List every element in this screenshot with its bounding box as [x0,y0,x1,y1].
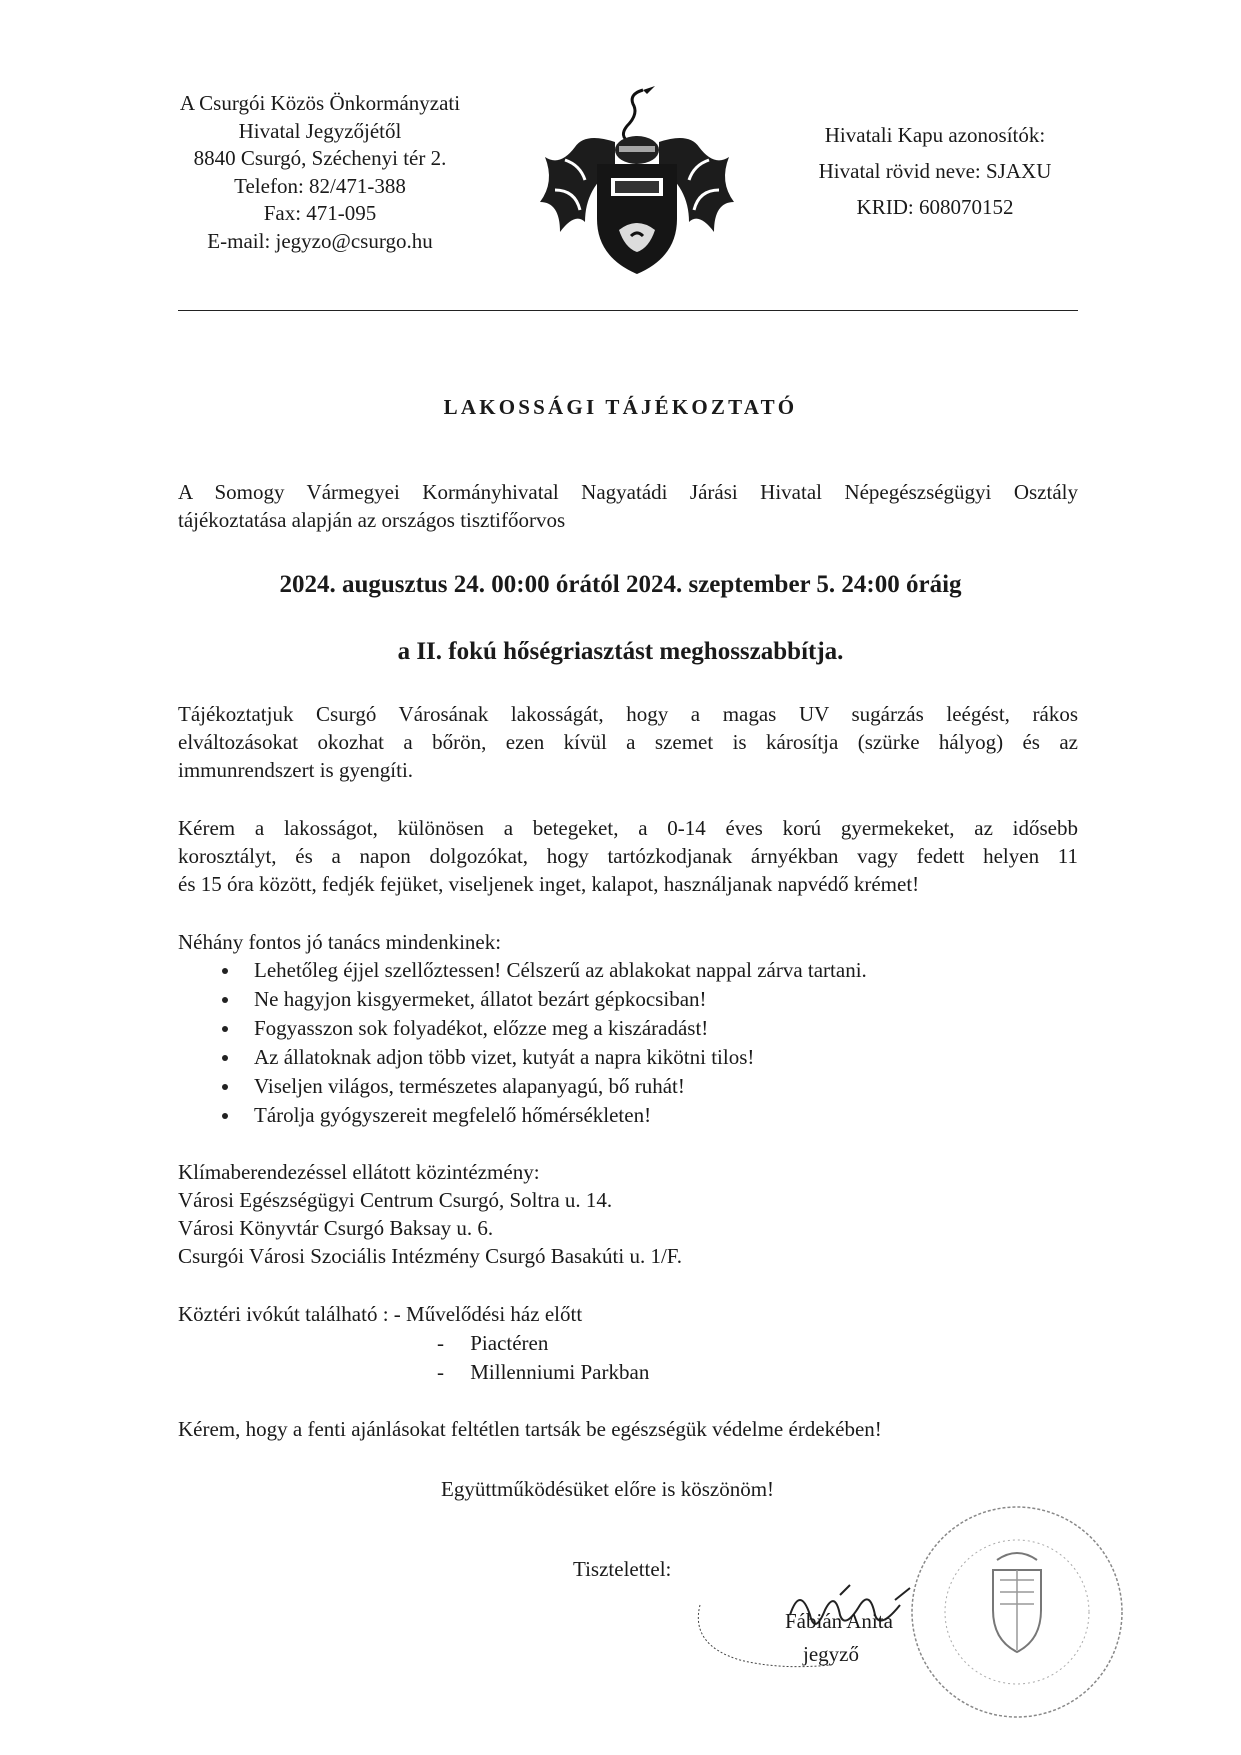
list-item: Lehetőleg éjjel szellőztessen! Célszerű az ablakokat nappal zárva tartani. [178,956,1078,985]
tips-list [178,956,1078,1130]
sender-phone: Telefon: 82/471-388 [234,173,406,198]
thanks-line: Együttműködésüket előre is köszönöm! [441,1477,775,1501]
sender-line: A Csurgói Közös Önkormányzati [179,91,461,115]
coat-of-arms-icon [535,80,740,285]
request-line: Kérem a lakosságot, különösen a betegeket, a 0-14 éves korú gyermekeket, az idősebb [178,816,1078,840]
institutions-block [178,1158,682,1270]
uv-line: elváltozásokat okozhat a bőrön, ezen kívül a szemet is károsítja (szürke hályog) és az [178,730,1078,754]
headline-date: 2024. augusztus 24. 00:00 órától 2024. szeptember 5. 24:00 óráig [279,571,962,598]
request-line: és 15 óra között, fedjék fejüket, viseljenek inget, kalapot, használjanak napvédő krémet! [178,872,920,896]
sender-fax: Fax: 471-095 [263,201,377,225]
list-item: Ne hagyjon kisgyermeket, állatot bezárt gépkocsiban! [178,985,1078,1014]
intro-line: tájékoztatása alapján az országos tisztifőorvos [178,508,566,532]
fountain-label-text: Köztéri ivókút található : [178,1302,389,1326]
signer-name: Fábián Anita [785,1609,893,1633]
institution-item: Csurgói Városi Szociális Intézmény Csurgó Basakúti u. 1/F. [178,1244,683,1268]
list-item: Az állatoknak adjon több vizet, kutyát a napra kikötni tilos! [178,1043,1078,1072]
institutions-heading: Klímaberendezéssel ellátott közintézmény: [178,1160,540,1184]
official-stamp-icon [905,1500,1130,1725]
list-item: Viseljen világos, természetes alapanyagú, bő ruhát! [178,1072,1078,1101]
request-line: korosztályt, és a napon dolgozókat, hogy tartózkodjanak árnyékban vagy fedett helyen 11 [178,844,1078,868]
fountain-item: Piactéren [470,1331,549,1355]
sender-line: Hivatal Jegyzőjétől [238,118,402,143]
list-item: Fogyasszon sok folyadékot, előzze meg a kiszáradást! [178,1014,1078,1043]
request-paragraph [178,814,1078,898]
list-item: Tárolja gyógyszereit megfelelő hőmérsékleten! [178,1101,1078,1130]
fountain-dash: - [437,1360,471,1384]
fountain-dash: - [437,1331,471,1355]
uv-paragraph [178,700,1078,784]
tips-heading: Néhány fontos jó tanács mindenkinek: [178,930,502,954]
uv-line: Tájékoztatjuk Csurgó Városának lakosságát, hogy a magas UV sugárzás leégést, rákos [178,702,1078,726]
header-divider [178,310,1078,311]
uv-line: immunrendszert is gyengíti. [178,758,414,782]
office-short-name: Hivatal rövid neve: SJAXU [818,159,1052,183]
sender-email: E-mail: jegyzo@csurgo.hu [207,228,433,253]
headline-alert: a II. fokú hőségriasztást meghosszabbítja. [397,638,844,665]
sender-block [130,90,510,255]
fountain-row [437,1358,649,1387]
intro-line: A Somogy Vármegyei Kormányhivatal Nagyatádi Járási Hivatal Népegészségügyi Osztály [178,480,1078,504]
institution-item: Városi Egészségügyi Centrum Csurgó, Soltra u. 14. [178,1188,613,1212]
fountain-label [178,1300,582,1328]
identifier-block [770,117,1100,225]
fountain-row [437,1329,548,1358]
fountain-item: Művelődési ház előtt [406,1302,583,1326]
fountain-dash: - [393,1302,407,1326]
identifier-heading: Hivatali Kapu azonosítók: [824,123,1046,147]
institution-item: Városi Könyvtár Csurgó Baksay u. 6. [178,1216,494,1240]
regards-line: Tisztelettel: [573,1557,672,1581]
closing-request: Kérem, hogy a fenti ajánlásokat feltétlen tartsák be egészségük védelme érdekében! [178,1417,882,1441]
intro-paragraph [178,478,1078,534]
krid: KRID: 608070152 [856,195,1014,219]
document-title: LAKOSSÁGI TÁJÉKOZTATÓ [443,395,798,419]
sender-line: 8840 Csurgó, Széchenyi tér 2. [193,146,447,170]
signer-title: jegyző [803,1642,859,1666]
fountain-item: Millenniumi Parkban [470,1360,650,1384]
